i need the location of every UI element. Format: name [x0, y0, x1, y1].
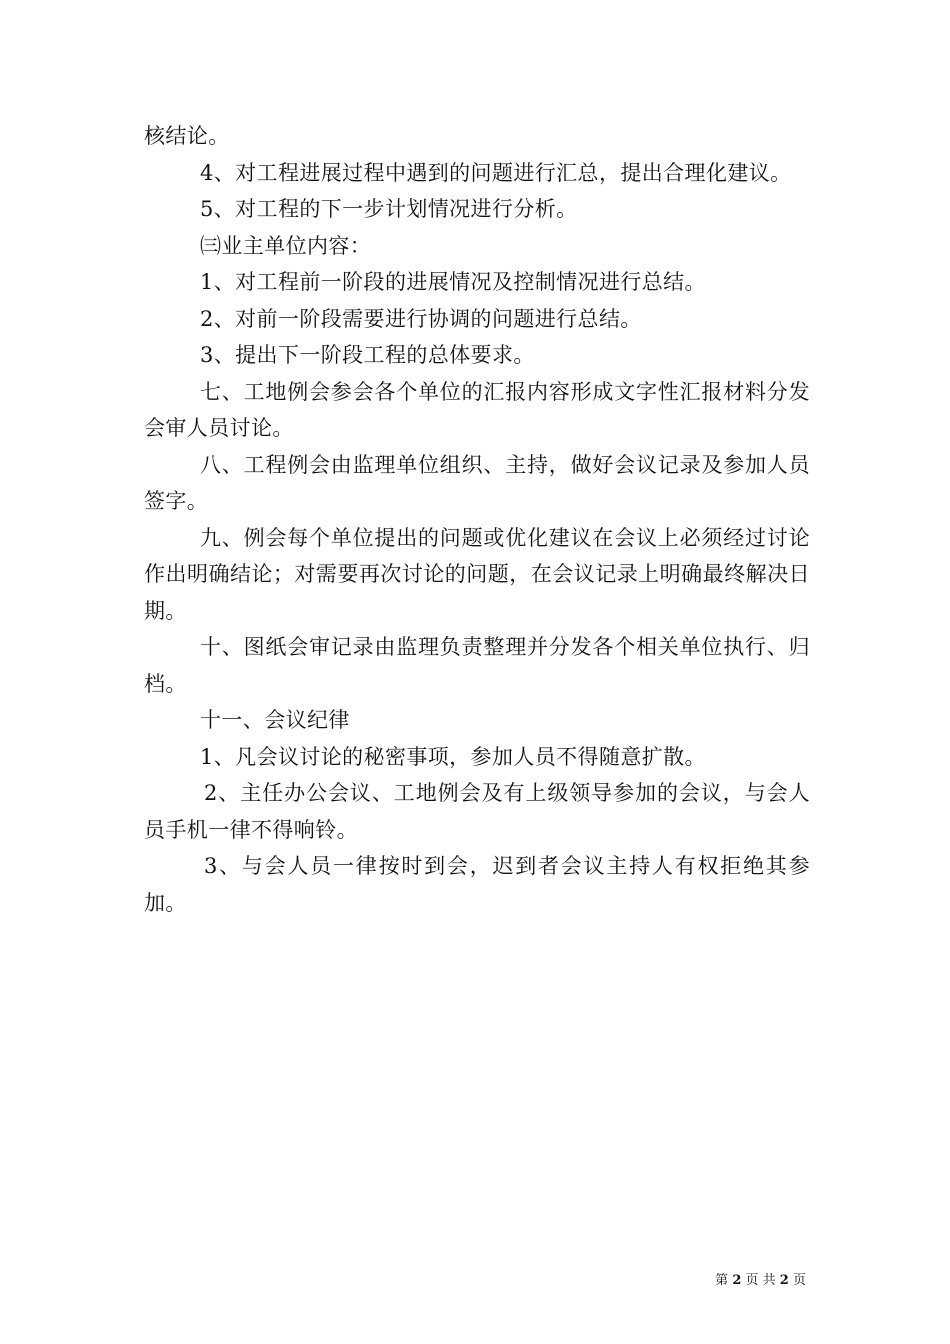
paragraph-5: 1、对工程前一阶段的进展情况及控制情况进行总结。 — [200, 270, 706, 294]
section-heading-owner: ㈢业主单位内容： — [200, 233, 372, 258]
footer-middle: 页 共 — [745, 1273, 776, 1288]
paragraph-7: 3、提出下一阶段工程的总体要求。 — [200, 343, 535, 367]
paragraph-15: 3、与会人员一律按时到会，迟到者会议主持人有权拒绝其参加。 — [144, 854, 810, 915]
document-body — [144, 118, 810, 921]
paragraph-3: 5、对工程的下一步计划情况进行分析。 — [200, 197, 578, 221]
paragraph-6: 2、对前一阶段需要进行协调的问题进行总结。 — [200, 306, 642, 331]
footer-current-page: 2 — [732, 1273, 742, 1288]
section-heading-discipline: 十一、会议纪律 — [200, 708, 350, 732]
footer-suffix: 页 — [792, 1273, 806, 1288]
paragraph-8: 七、工地例会参会各个单位的汇报内容形成文字性汇报材料分发会审人员讨论。 — [144, 379, 810, 440]
paragraph-11: 十、图纸会审记录由监理负责整理并分发各个相关单位执行、归档。 — [144, 635, 810, 696]
paragraph-14: 2、主任办公会议、工地例会及有上级领导参加的会议，与会人员手机一律不得响铃。 — [144, 781, 810, 842]
paragraph-2: 4、对工程进展过程中遇到的问题进行汇总，提出合理化建议。 — [200, 160, 792, 185]
paragraph-1: 核结论。 — [144, 124, 230, 148]
paragraph-10: 九、例会每个单位提出的问题或优化建议在会议上必须经过讨论作出明确结论；对需要再次讨论的问题，在会议记录上明确最终解决日期。 — [144, 525, 810, 623]
footer-prefix: 第 — [715, 1273, 729, 1288]
paragraph-13: 1、凡会议讨论的秘密事项，参加人员不得随意扩散。 — [200, 744, 706, 769]
paragraph-9: 八、工程例会由监理单位组织、主持，做好会议记录及参加人员签字。 — [144, 452, 810, 513]
page-footer — [0, 1272, 806, 1290]
footer-total-pages: 2 — [779, 1273, 789, 1288]
